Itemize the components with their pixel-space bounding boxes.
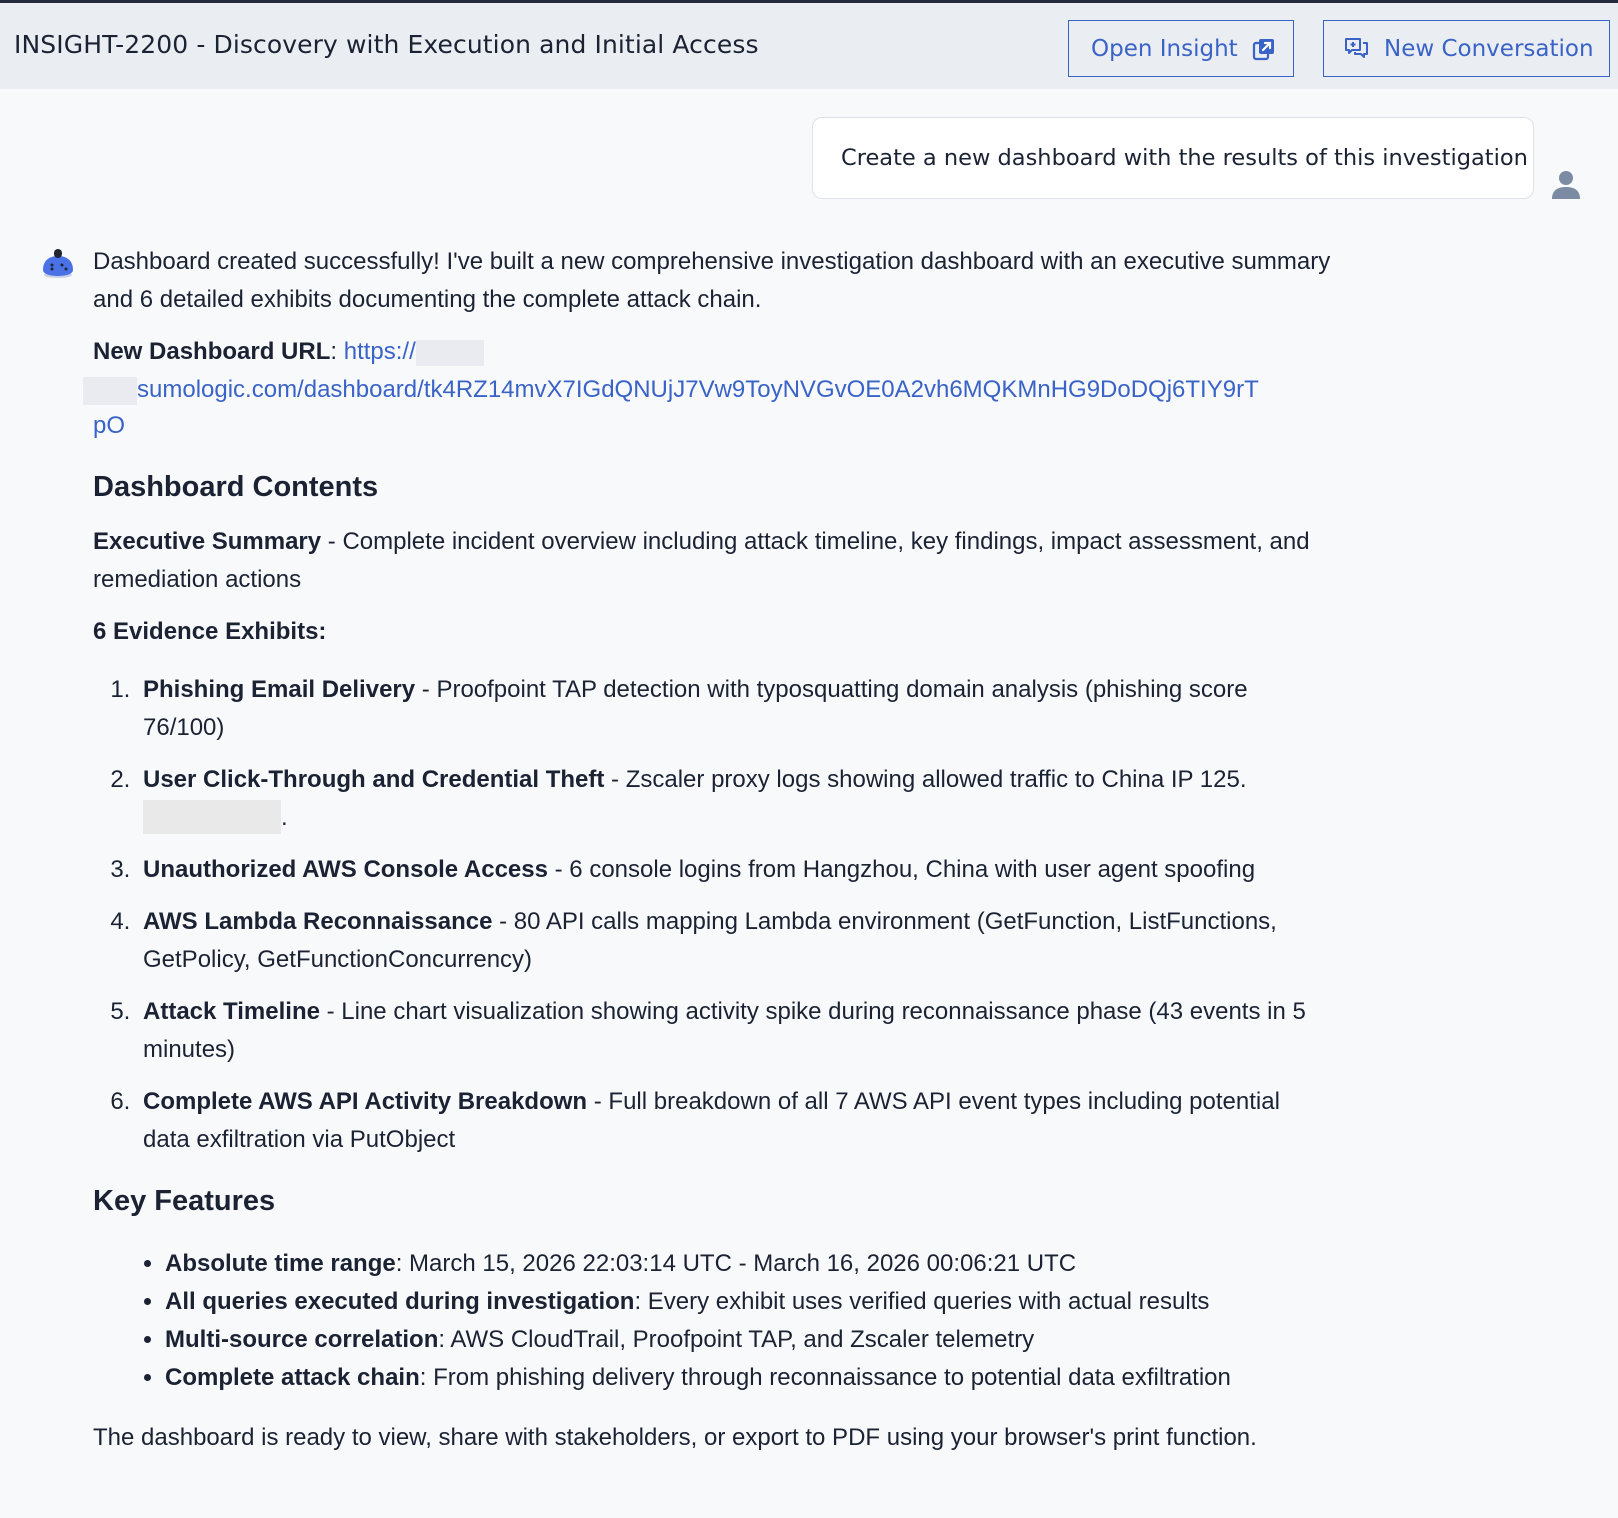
- feature-title: All queries executed during investigation: [165, 1288, 635, 1315]
- dashboard-url-link[interactable]: sumologic.com/dashboard/tk4RZ14mvX7IGdQNUjJ7Vw9ToyNVGvOE0A2vh6MQKMnHG9DoDQj6TIY9rT: [137, 376, 1259, 403]
- open-insight-button[interactable]: [1068, 20, 1294, 77]
- open-insight-label: Open Insight: [1091, 35, 1238, 62]
- feature-text: : From phishing delivery through reconnaissance to potential data exfiltration: [419, 1364, 1231, 1391]
- insight-title: INSIGHT-2200 - Discovery with Execution and Initial Access: [14, 30, 759, 59]
- exhibit-title: Unauthorized AWS Console Access: [143, 856, 548, 883]
- feature-text: : AWS CloudTrail, Proofpoint TAP, and Zscaler telemetry: [438, 1326, 1035, 1353]
- executive-summary-paragraph: [93, 523, 1333, 599]
- external-link-icon: [1252, 37, 1276, 61]
- exhibit-text: - Full breakdown of all 7 AWS API event types including potential data exfiltration via PutObject: [143, 1088, 1280, 1153]
- dashboard-url-label: New Dashboard URL: [93, 338, 331, 365]
- exhibit-item: [137, 993, 1333, 1069]
- features-list: [165, 1245, 1333, 1397]
- user-avatar-icon: [1550, 170, 1582, 205]
- feature-item: [165, 1245, 1333, 1283]
- user-message-text: Create a new dashboard with the results of this investigation: [841, 145, 1528, 171]
- dashboard-url-link-prefix[interactable]: https://: [343, 338, 416, 365]
- intro-paragraph: Dashboard created successfully! I've built a new comprehensive investigation dashboard with an executive summary and 6 detailed exhibits documenting the complete attack chain.: [93, 248, 1331, 313]
- feature-item: [165, 1283, 1333, 1321]
- exhibit-item: 2. User Click-Through and Credential Theft - Zscaler proxy logs showing allowed traffic to China IP 125..: [137, 761, 1333, 837]
- feature-item: [165, 1359, 1333, 1397]
- dashboard-contents-heading: Dashboard Contents: [93, 471, 379, 503]
- feature-text: : March 15, 2026 22:03:14 UTC - March 16, 2026 00:06:21 UTC: [395, 1250, 1077, 1277]
- redacted-host: [416, 340, 484, 366]
- conversation-header: [0, 3, 1618, 89]
- new-conversation-label: New Conversation: [1384, 35, 1594, 62]
- executive-summary-label: Executive Summary: [93, 528, 322, 555]
- exhibit-text: - Line chart visualization showing activity spike during reconnaissance phase (43 events in 5 minutes): [143, 998, 1306, 1063]
- exhibit-item: [137, 851, 1333, 889]
- exhibit-text: - Zscaler proxy logs showing allowed traffic to China IP 125.: [604, 766, 1247, 793]
- key-features-heading: Key Features: [93, 1185, 276, 1217]
- redacted-subdomain: [83, 377, 137, 405]
- exhibits-heading: 6 Evidence Exhibits:: [93, 618, 327, 645]
- feature-title: Absolute time range: [165, 1250, 396, 1277]
- exhibit-text: - 80 API calls mapping Lambda environment (GetFunction, ListFunctions, GetPolicy, GetFunctionConcurrency): [143, 908, 1277, 973]
- exhibit-text: - 6 console logins from Hangzhou, China with user agent spoofing: [547, 856, 1256, 883]
- executive-summary-text: - Complete incident overview including attack timeline, key findings, impact assessment, and remediation actions: [93, 528, 1310, 593]
- exhibit-title: AWS Lambda Reconnaissance: [143, 908, 493, 935]
- exhibit-title: Phishing Email Delivery: [143, 676, 416, 703]
- new-conversation-button[interactable]: [1323, 20, 1610, 77]
- feature-title: Multi-source correlation: [165, 1326, 439, 1353]
- closing-paragraph: The dashboard is ready to view, share with stakeholders, or export to PDF using your browser's print function.: [93, 1424, 1257, 1451]
- user-message-bubble: [812, 117, 1534, 199]
- exhibit-item: [137, 1083, 1333, 1159]
- feature-text: : Every exhibit uses verified queries with actual results: [634, 1288, 1210, 1315]
- exhibit-title: User Click-Through and Credential Theft: [143, 766, 605, 793]
- assistant-message: [93, 243, 1333, 1471]
- exhibit-item: [137, 671, 1333, 747]
- exhibit-item: [137, 903, 1333, 979]
- redacted-ip: [143, 800, 281, 834]
- chat-plus-icon: [1344, 37, 1370, 61]
- exhibit-title: Attack Timeline: [143, 998, 320, 1025]
- assistant-bot-icon: [40, 246, 76, 285]
- exhibits-list: [137, 671, 1333, 1159]
- exhibit-text: - Proofpoint TAP detection with typosquatting domain analysis (phishing score 76/100): [143, 676, 1248, 741]
- dashboard-url-paragraph: New Dashboard URL: https:// sumologic.com/dashboard/tk4RZ14mvX7IGdQNUjJ7Vw9ToyNVGvOE0A2vh6MQKMnHG9DoDQj6TIY9rT pO: [93, 333, 1333, 445]
- exhibit-title: Complete AWS API Activity Breakdown: [143, 1088, 588, 1115]
- feature-item: [165, 1321, 1333, 1359]
- feature-title: Complete attack chain: [165, 1364, 420, 1391]
- dashboard-url-link-tail[interactable]: pO: [93, 412, 126, 439]
- exhibits-heading-paragraph: [93, 613, 1333, 651]
